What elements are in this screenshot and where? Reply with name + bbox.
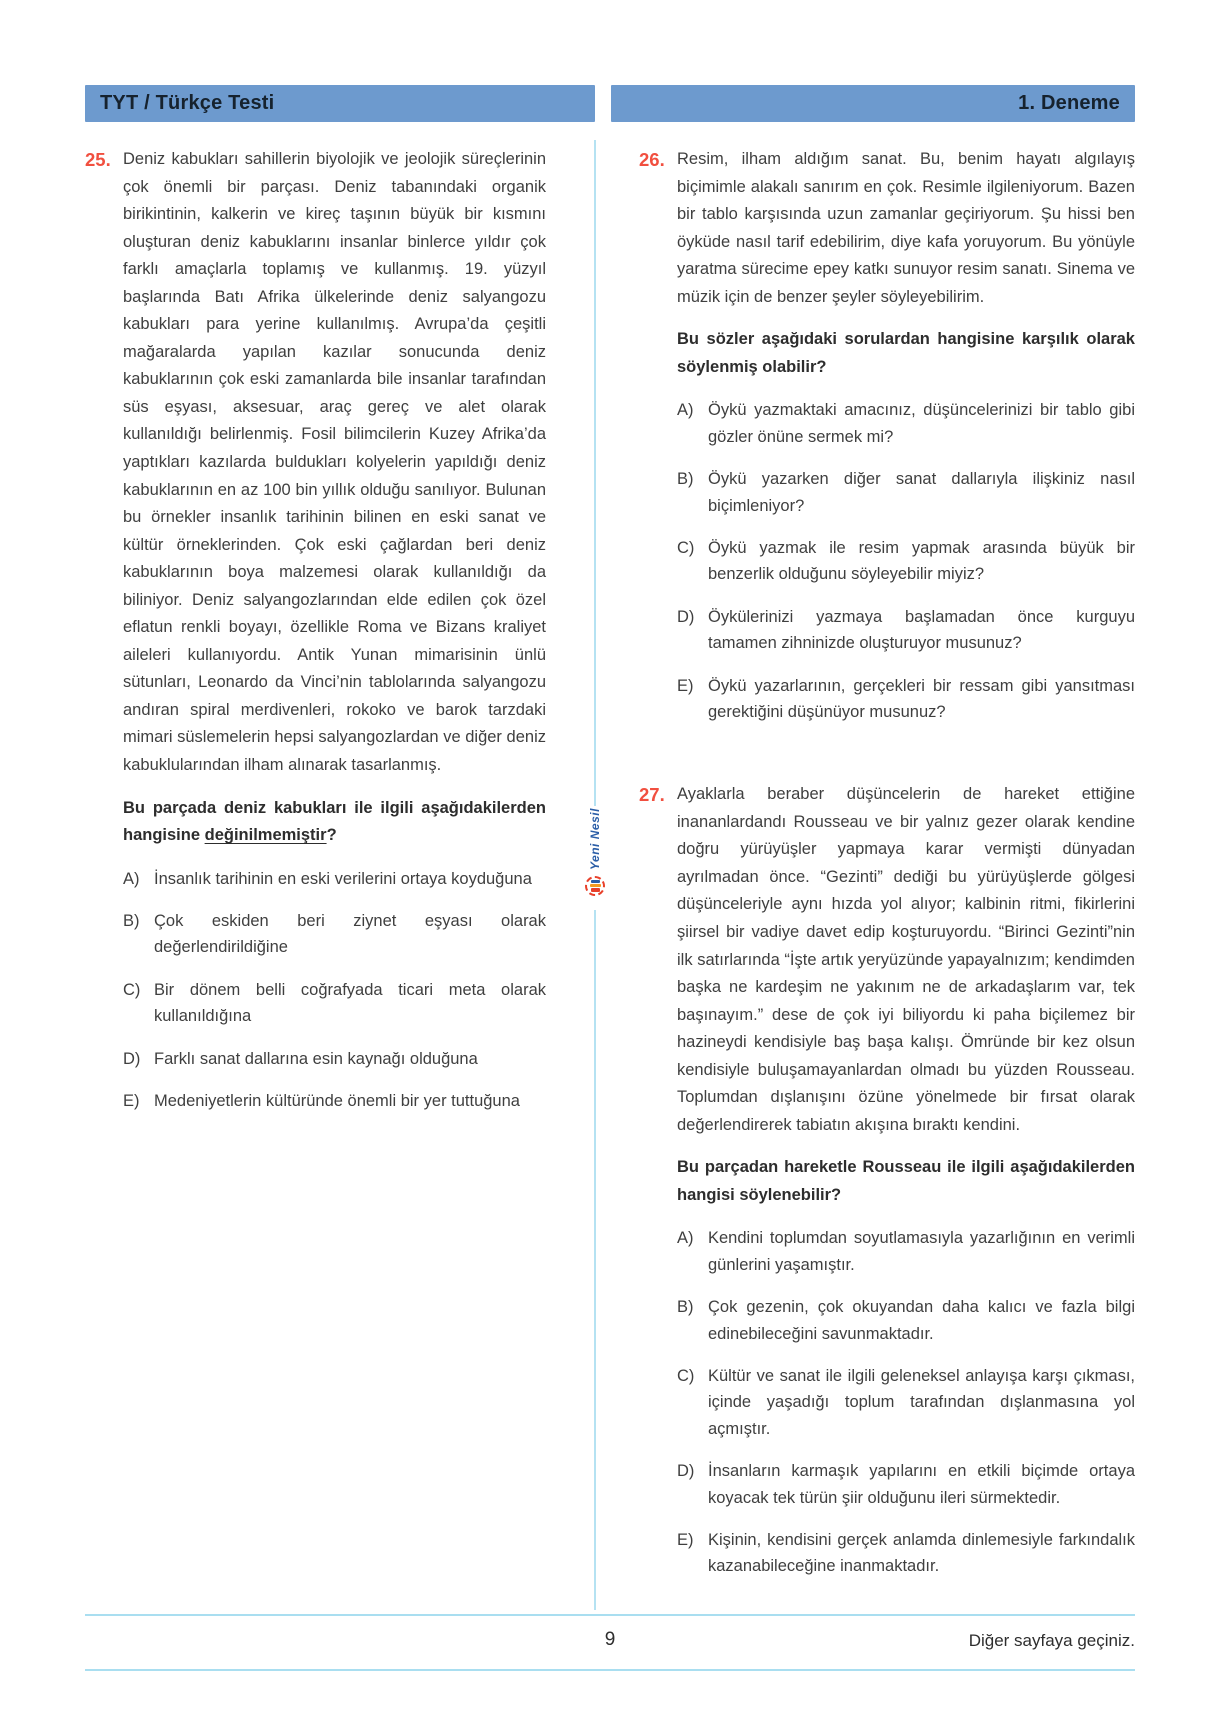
- option-d: [123, 1046, 546, 1072]
- option-letter: B): [677, 470, 694, 489]
- option-c: [677, 535, 1135, 588]
- option-text: Öykü yazarken diğer sanat dallarıyla ilişkiniz nasıl biçimleniyor?: [708, 470, 1135, 515]
- option-e: [677, 1527, 1135, 1580]
- option-letter: E): [677, 1531, 694, 1549]
- option-letter: D): [677, 1462, 695, 1481]
- option-b: [123, 908, 546, 961]
- option-e: [677, 673, 1135, 726]
- option-text: Çok gezenin, çok okuyandan daha kalıcı ve fazla bilgi edinebileceğini savunmaktadır.: [708, 1298, 1135, 1343]
- options-list: [677, 397, 1135, 725]
- footer-note: Diğer sayfaya geçiniz.: [968, 1631, 1135, 1650]
- right-column: [639, 146, 1135, 1580]
- question-26: [639, 146, 1135, 725]
- question-25: [85, 146, 546, 1114]
- option-e: [123, 1088, 546, 1114]
- footer-divider-top: [85, 1614, 1135, 1616]
- option-letter: D): [123, 1049, 141, 1068]
- option-b: [677, 466, 1135, 519]
- question-body: [677, 146, 1135, 725]
- option-letter: B): [123, 912, 140, 931]
- option-c: [677, 1363, 1135, 1442]
- exam-label: 1. Deneme: [1018, 92, 1120, 114]
- option-letter: E): [123, 1092, 140, 1111]
- stem-text: Bu sözler aşağıdaki sorulardan hangisine karşılık olarak söylenmiş olabilir?: [677, 330, 1135, 376]
- option-letter: B): [677, 1298, 694, 1317]
- option-letter: D): [677, 607, 695, 626]
- option-text: Öykü yazarlarının, gerçekleri bir ressam gibi yansıtması gerektiğini düşünüyor musunuz?: [708, 676, 1135, 721]
- question-body: [123, 146, 546, 1114]
- test-title: TYT / Türkçe Testi: [100, 92, 275, 114]
- option-letter: C): [123, 980, 141, 999]
- page-number: 9: [604, 1629, 616, 1650]
- stem-suffix: ?: [326, 826, 337, 845]
- option-text: Öykülerinizi yazmaya başlamadan önce kurguyu tamamen zihninizde oluşturuyor musunuz?: [708, 607, 1135, 653]
- option-letter: E): [677, 676, 694, 695]
- option-text: Kültür ve sanat ile ilgili geleneksel anlayışa karşı çıkması, içinde yaşadığı toplum tarafından dışlanmasına yol açmıştır.: [708, 1367, 1135, 1438]
- options-list: [123, 866, 546, 1115]
- option-letter: A): [123, 869, 140, 888]
- stem-text: Bu parçada deniz kabukları ile ilgili aşağıdakilerden hangisine: [123, 798, 546, 845]
- stem-underlined-text: değinilmemiştir: [204, 826, 327, 845]
- header-right-bar: [611, 85, 1135, 122]
- question-number: 25.: [85, 149, 111, 170]
- option-b: [677, 1294, 1135, 1347]
- option-d: [677, 1458, 1135, 1511]
- option-text: Kendini toplumdan soyutlamasıyla yazarlığının en verimli günlerini yaşamıştır.: [708, 1229, 1135, 1274]
- footer-divider-bottom: [85, 1669, 1135, 1671]
- publisher-logo-text: Yeni Nesil: [588, 808, 602, 870]
- content-columns: [85, 146, 1135, 1580]
- option-text: Bir dönem belli coğrafyada ticari meta olarak kullanıldığına: [154, 980, 546, 1026]
- option-text: Kişinin, kendisini gerçek anlamda dinlemesiyle farkındalık kazanabileceğine inanmaktadır.: [708, 1531, 1135, 1576]
- option-d: [677, 604, 1135, 657]
- question-stem: [677, 1154, 1135, 1209]
- option-c: [123, 977, 546, 1030]
- left-column: [85, 146, 546, 1580]
- option-text: İnsanlık tarihinin en eski verilerini ortaya koyduğuna: [154, 869, 532, 888]
- question-passage: Ayaklarla beraber düşüncelerin de hareket ettiğine inananlardandı Rousseau ve bir yalnız gezer olarak kendine doğru yürüyüşler yapmaya karar vermişti dünyadan ayrılmadan önce. “Gezinti” dediği bu yürüyüşlerde gölgesi düşünceleriyle aynı hızda yol alıyor; kalbinin ritmi, fikirlerini şiirsel bir vadiye davet edip koşturuyordu. “Birinci Gezinti”nin ilk satırlarında “İşte artık yeryüzünde yapayalnızım; kendimden başka ne kardeşim ne yakınım ne de arkadaşlarım var, tek başınayım.” dese de çok iyi biliyordu ki paha biçilemez bir hazineydi kendisiyle baş başa kalışı. Ömründe bir kez olsun kendisiyle buluşamayanlardan olmadı bu yüzden Rousseau. Toplumdan dışlanışını özüne yönelmede bir fırsat olarak değerlendirerek tabiatın akışına bıraktı kendini.: [677, 785, 1135, 1134]
- option-letter: C): [677, 1367, 695, 1386]
- question-27: [639, 781, 1135, 1580]
- option-a: [123, 866, 546, 892]
- option-text: İnsanların karmaşık yapılarını en etkili biçimde ortaya koyacak tek türün şiir olduğunu ileri sürmektedir.: [708, 1462, 1135, 1507]
- options-list: [677, 1225, 1135, 1579]
- option-letter: A): [677, 1229, 694, 1248]
- question-number: 27.: [639, 784, 665, 806]
- question-body: [677, 781, 1135, 1580]
- option-text: Medeniyetlerin kültüründe önemli bir yer tuttuğuna: [154, 1092, 520, 1111]
- option-text: Öykü yazmak ile resim yapmak arasında büyük bir benzerlik olduğunu söyleyebilir miyiz?: [708, 538, 1135, 584]
- option-text: Çok eskiden beri ziynet eşyası olarak değerlendirildiğine: [154, 912, 546, 957]
- option-text: Öykü yazmaktaki amacınız, düşüncelerinizi bir tablo gibi gözler önüne sermek mi?: [708, 401, 1135, 446]
- question-stem: [677, 326, 1135, 381]
- question-passage: Deniz kabukları sahillerin biyolojik ve jeolojik süreçlerinin çok önemli bir parçası. Deniz tabanındaki organik birikintinin, kalkerin ve kireç taşının büyük bir kısmını oluşturan deniz kabuklarını insanlar binlerce yıldır çok farklı amaçlarla toplamış ve kullanmış. 19. yüzyıl başlarında Batı Afrika ülkelerinde deniz salyangozu kabukları para yerine kullanılmış. Avrupa’da çeşitli mağaralarda yapılan kazılar sonucunda deniz kabuklarının çok eski zamanlarda bile insanlar tarafından süs eşyası, aksesuar, araç gereç ve alet olarak kullanıldığı belirlenmiş. Fosil bilimcilerin Kuzey Afrika’da yaptıkları kazılarda buldukları kolyelerin yapıldığı deniz kabuklarının en az 100 bin yıllık olduğu sanılıyor. Bulunan bu örnekler insanlık tarihinin bilinen en eski sanat ve kültür örneklerinden. Çok eski çağlardan beri deniz kabuklarının boya malzemesi olarak kullanıldığı da biliniyor. Deniz salyangozlarından elde edilen çok özel eflatun renkli boyayı, özellikle Roma ve Bizans kraliyet aileleri kullanıyordu. Antik Yunan mimarisinin ünlü sütunları, Leonardo da Vinci’nin tablolarında salyangozu andıran spiral merdivenleri, rokoko ve barok tarzdaki mimari süslemelerin hepsi salyangozlardan ve diğer deniz kabuklularından ilham alınarak tasarlanmış.: [123, 150, 546, 775]
- option-letter: C): [677, 538, 695, 557]
- question-number: 26.: [639, 149, 665, 170]
- stem-text: Bu parçadan hareketle Rousseau ile ilgili aşağıdakilerden hangisi söylenebilir?: [677, 1158, 1135, 1204]
- option-letter: A): [677, 401, 694, 420]
- page-header: [85, 85, 1135, 122]
- question-passage: Resim, ilham aldığım sanat. Bu, benim hayatı algılayış biçimimle alakalı sanırım en çok. Resimle ilgileniyorum. Bazen bir tablo karşısında uzun zamanlar geçiriyorum. Şu hissi ben öyküde nasıl tarif edebilirim, diye kafa yoruyorum. Bu yönüyle yaratma sürecime epey katkı sunuyor resim sanatı. Sinema ve müzik için de benzer şeyler söyleyebilirim.: [677, 150, 1135, 306]
- header-left-bar: [85, 85, 595, 122]
- option-a: [677, 397, 1135, 450]
- question-stem: [123, 795, 546, 850]
- option-text: Farklı sanat dallarına esin kaynağı olduğuna: [154, 1049, 478, 1068]
- option-a: [677, 1225, 1135, 1278]
